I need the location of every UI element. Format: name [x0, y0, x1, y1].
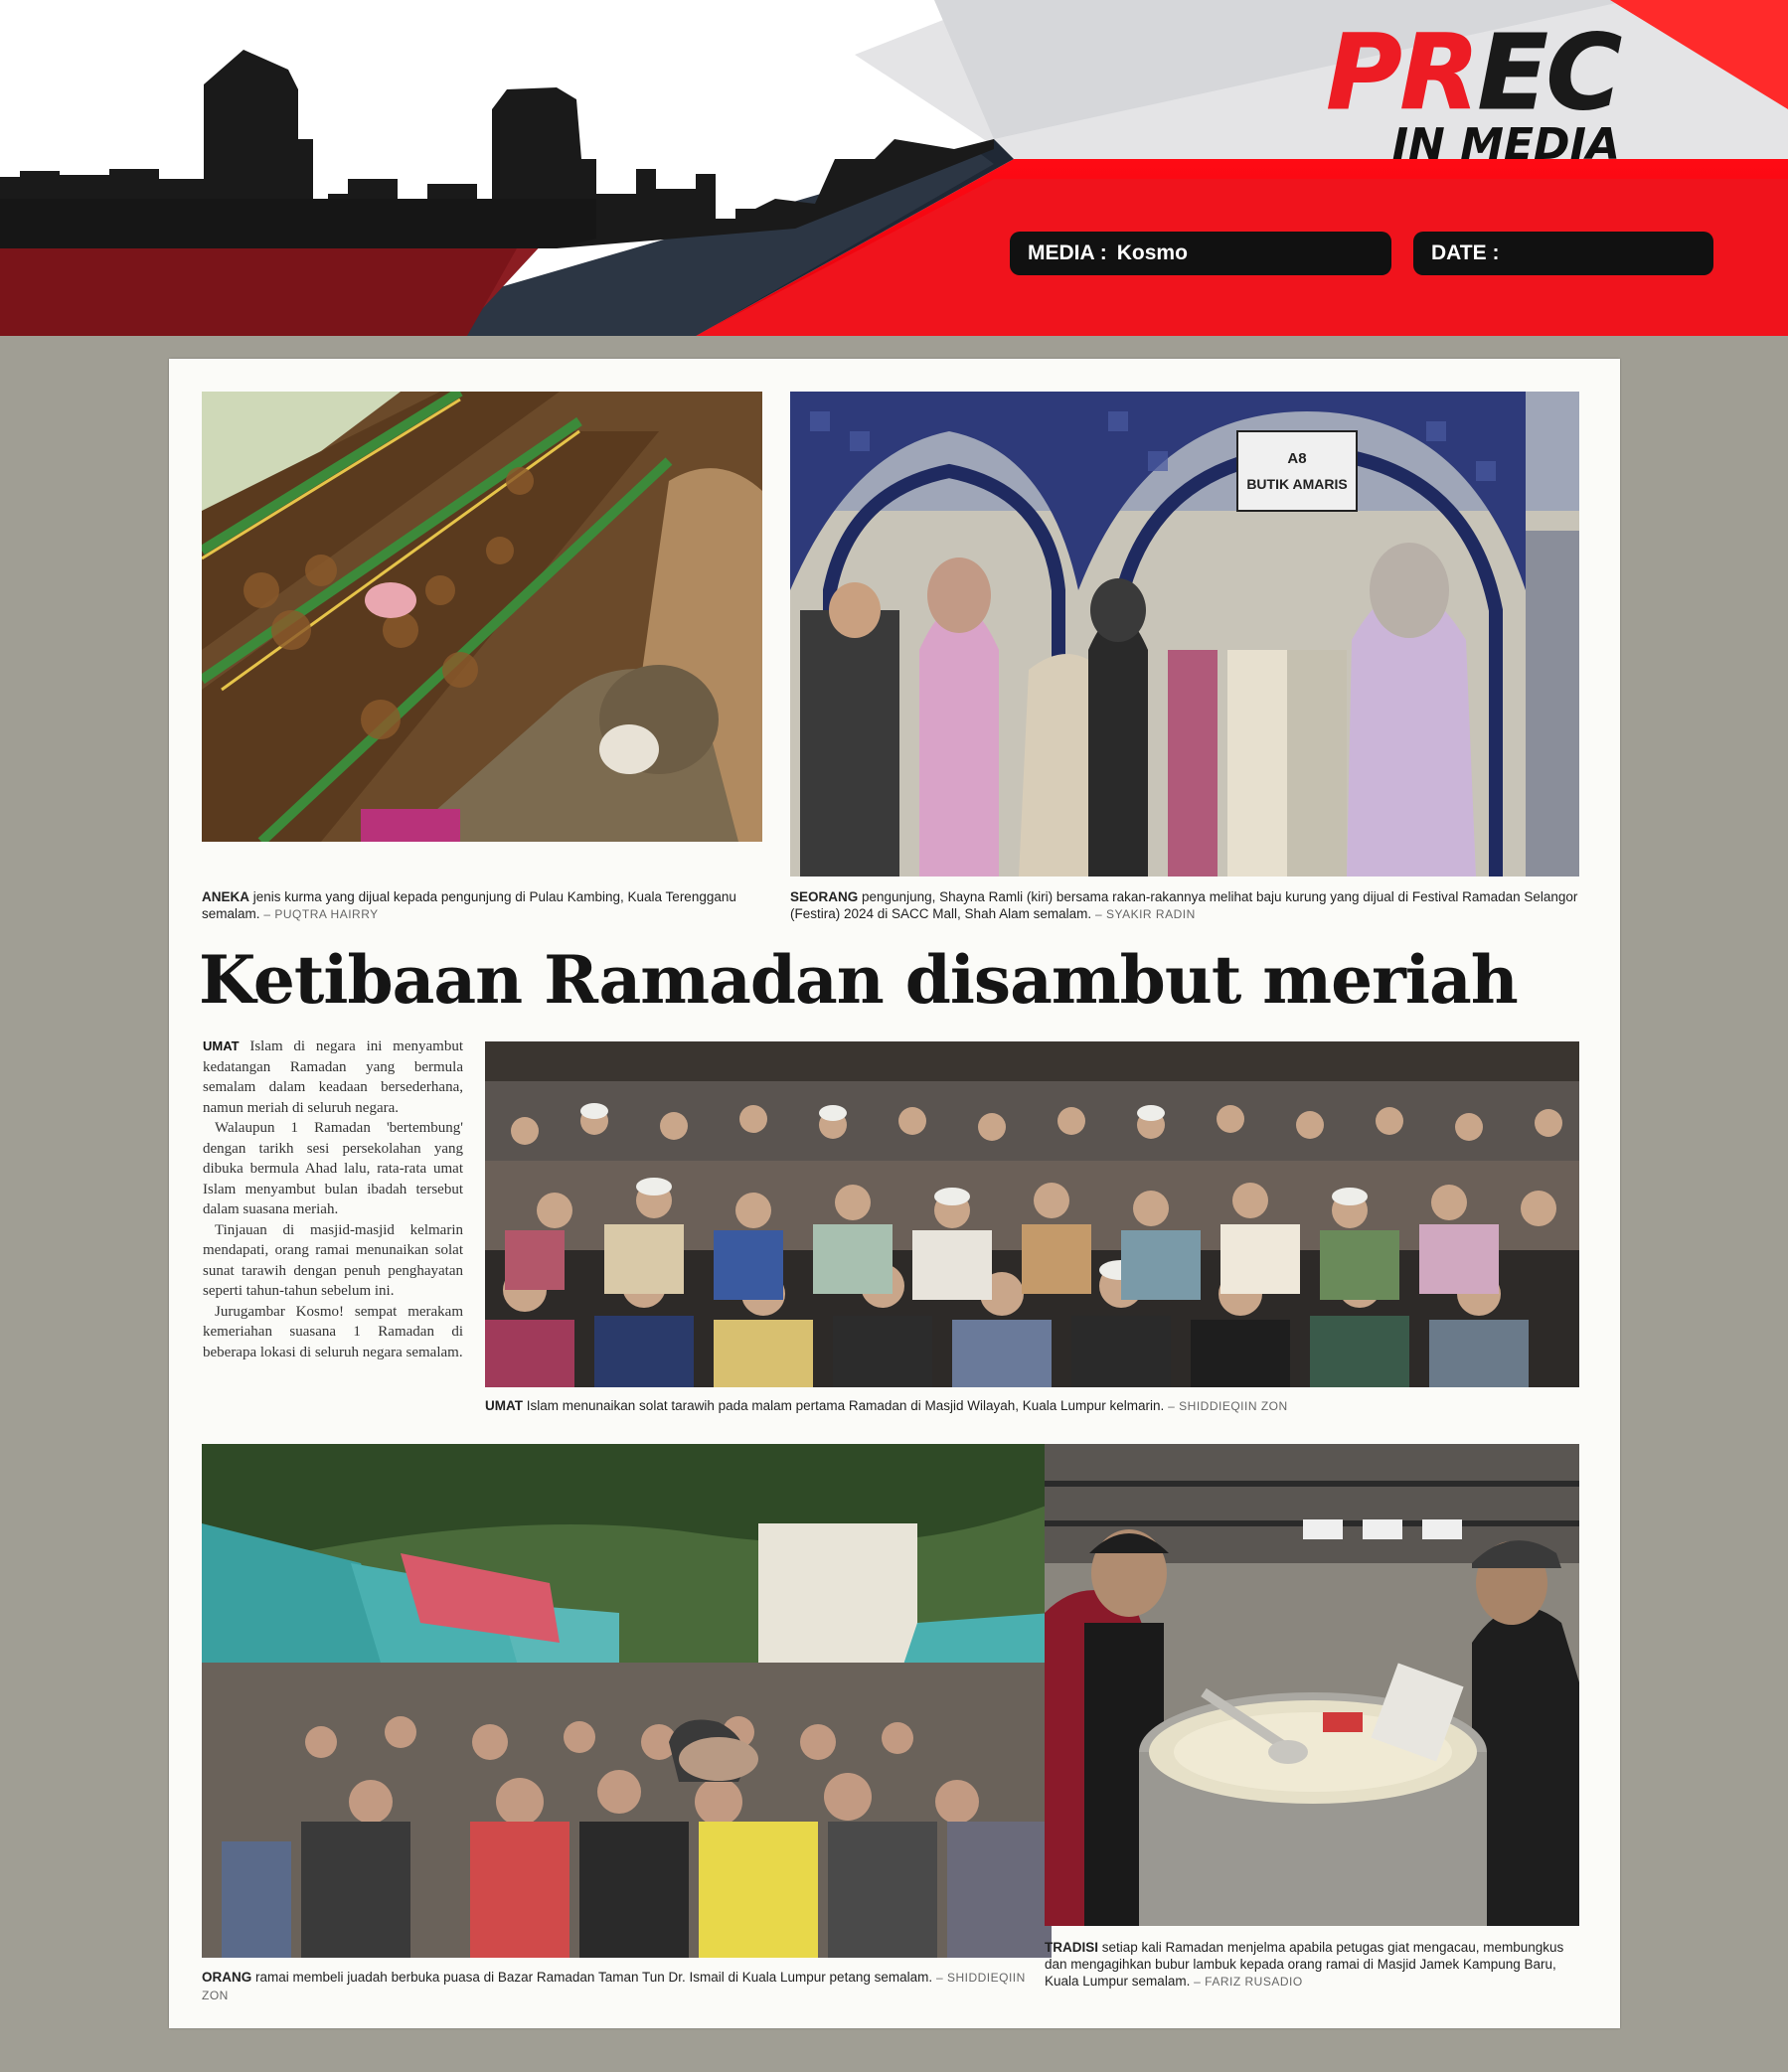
tarawih-prayer-photo — [485, 1041, 1579, 1387]
date-field — [1413, 232, 1713, 275]
prec-logo — [1143, 12, 1620, 133]
header-banner — [0, 0, 1788, 336]
media-field — [1010, 232, 1391, 275]
caption-text: ramai membeli juadah berbuka puasa di Bazar Ramadan Taman Tun Dr. Ismail di Kuala Lumpur petang semalam. — [251, 1970, 933, 1985]
media-label: MEDIA : — [1028, 241, 1107, 264]
booth-sign-name: BUTIK AMARIS — [1246, 476, 1348, 492]
photo-credit: – PUQTRA HAIRRY — [259, 907, 379, 921]
article-body — [203, 1036, 463, 1362]
ramadan-bazaar-photo — [202, 1444, 1052, 1958]
festira-caption — [790, 888, 1579, 923]
festira-boutique-photo — [790, 392, 1579, 877]
photo-credit: – FARIZ RUSADIO — [1190, 1975, 1303, 1989]
caption-text: setiap kali Ramadan menjelma apabila petugas giat mengacau, membungkus dan mengagihkan bubur lambuk kepada orang ramai di Masjid Jamek Kampung Baru, Kuala Lumpur semalam. — [1045, 1940, 1564, 1989]
bazaar-caption — [202, 1969, 1052, 2004]
logo-text-dark: EC — [1477, 12, 1620, 133]
tarawih-caption — [485, 1397, 1579, 1415]
headline: Ketibaan Ramadan disambut meriah — [199, 941, 1518, 1019]
article-paragraph: Walaupun 1 Ramadan 'bertembung' dengan tarikh sesi persekolahan yang dibuka bermula Ahad lalu, rata-rata umat Islam menyambut bulan ibadah tersebut dalam suasana meriah. — [203, 1120, 463, 1217]
bubur-lambuk-caption — [1045, 1939, 1579, 1991]
caption-lead: TRADISI — [1045, 1940, 1098, 1955]
photo-credit: – SHIDDIEQIIN ZON — [202, 1971, 1026, 2002]
article-paragraph: UMAT Islam di negara ini menyambut kedatangan Ramadan yang bermula semalam dalam keadaan bersederhana, namun meriah di seluruh negara. — [203, 1038, 463, 1116]
article-lead-word: UMAT — [203, 1038, 240, 1053]
caption-text: Islam menunaikan solat tarawih pada malam pertama Ramadan di Masjid Wilayah, Kuala Lumpur kelmarin. — [523, 1398, 1165, 1413]
caption-lead: SEORANG — [790, 889, 859, 904]
caption-lead: UMAT — [485, 1398, 523, 1413]
bubur-lambuk-photo — [1045, 1444, 1579, 1926]
logo-subtitle: IN MEDIA — [1391, 119, 1620, 170]
article-paragraph: Jurugambar Kosmo! sempat merakam kemeriahan suasana 1 Ramadan di beberapa lokasi di seluruh negara semalam. — [203, 1303, 463, 1360]
logo-text-red: PR — [1326, 12, 1478, 133]
caption-lead: ANEKA — [202, 889, 250, 904]
caption-lead: ORANG — [202, 1970, 252, 1985]
dates-caption — [202, 888, 762, 923]
caption-text: pengunjung, Shayna Ramli (kiri) bersama rakan-rakannya melihat baju kurung yang dijual di Festival Ramadan Selangor (Festira) 2024 di SACC Mall, Shah Alam semalam. — [790, 889, 1578, 921]
media-value: Kosmo — [1116, 241, 1188, 264]
photo-credit: – SYAKIR RADIN — [1091, 907, 1196, 921]
newspaper-clipping — [169, 359, 1620, 2028]
caption-text: jenis kurma yang dijual kepada pengunjung di Pulau Kambing, Kuala Terengganu semalam. — [202, 889, 736, 921]
date-label: DATE : — [1431, 241, 1500, 264]
booth-sign-number: A8 — [1287, 450, 1307, 467]
dates-stall-photo — [202, 392, 762, 842]
article-paragraph: Tinjauan di masjid-masjid kelmarin mendapati, orang ramai menunaikan solat sunat tarawih dengan penuh penghayatan seperti tahun-tahun sebelum ini. — [203, 1221, 463, 1299]
photo-credit: – SHIDDIEQIIN ZON — [1164, 1399, 1288, 1413]
